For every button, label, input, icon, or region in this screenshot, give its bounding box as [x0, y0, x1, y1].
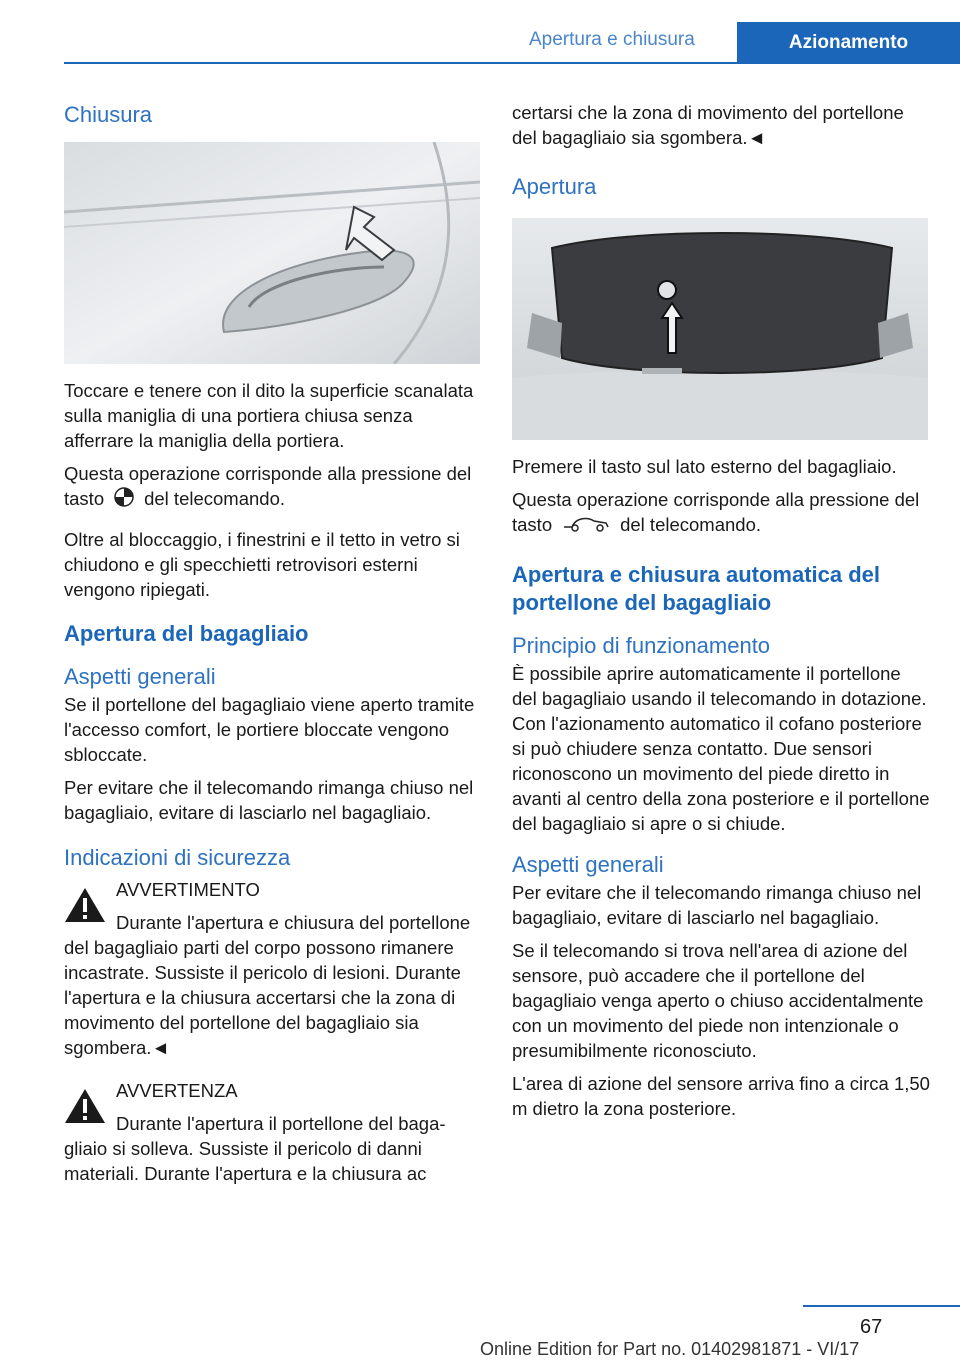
heading-closing: Chiusura	[64, 102, 153, 127]
paragraph-press: Premere il tasto sul lato esterno del bagagliaio.	[512, 456, 897, 477]
paragraph-principle: È possibile aprire automaticamente il portellone del bagagliaio usando il telecomando in dotazione. Con l'azionamento automatico il cofano posteriore si può chiudere senza contatto. Due sensori riconoscono un movimento del piede diretto in avanti al centro della zona posteriore e il portellone del bagagliaio si apre o si chiude.	[512, 663, 930, 835]
heading-general-aspects: Aspetti generali	[64, 664, 216, 690]
heading-opening: Apertura	[512, 174, 597, 199]
paragraph-sensor: Se il telecomando si trova nell'area di azione del sensore, può accadere che il portellone del bagagliaio venga aperto o chiuso accidentalmente con un movimento del piede non intenzionale o presumibilmente riconosciuto.	[512, 940, 924, 1062]
paragraph-avoid-key: Per evitare che il telecomando rimanga chiuso nel bagagliaio, evitare di lasciarlo nel bagagliaio.	[64, 777, 474, 824]
paragraph-range: L'area di azione del sensore arriva fino a circa 1,50 m dietro la zona posteriore.	[512, 1073, 930, 1120]
warning-block-2	[64, 1078, 482, 1186]
warning-icon	[64, 1088, 106, 1124]
door-handle-illustration	[64, 142, 480, 364]
heading-trunk-opening: Apertura del bagagliaio	[64, 621, 309, 647]
paragraph-continued: certarsi che la zona di movimento del portellone del bagagliaio sia sgombera.◄	[512, 102, 904, 148]
page-number: 67	[860, 1316, 883, 1338]
warning-block-1	[64, 877, 482, 1060]
text: del telecomando.	[144, 488, 286, 509]
edition-note: Online Edition for Part no. 01402981871 - VI/17	[480, 1339, 860, 1359]
heading-operating-principle: Principio di funzionamento	[512, 633, 771, 659]
text: Questa operazione corrisponde alla pressione del tasto	[64, 463, 472, 509]
footer-rule	[803, 1305, 960, 1307]
warning-icon	[64, 887, 106, 923]
header-rule	[64, 62, 960, 64]
warning-title: AVVERTIMENTO	[116, 879, 260, 901]
text: del telecomando.	[620, 514, 762, 535]
paragraph-equivalent	[512, 487, 930, 539]
chapter-tab: Azionamento	[737, 22, 960, 64]
warning-text: Durante l'apertura e chiusura del portellone del bagagliaio parti del corpo possono rimanere incastrate. Sussiste il pericolo di lesioni. Durante l'apertura e la chiusura accertarsi che la zona di movimento del portellone del bagagliaio sia sgombera.◄	[64, 912, 471, 1059]
car-trunk-key-icon	[562, 513, 610, 539]
text: Questa operazione corrisponde alla pressione del tasto	[512, 489, 920, 535]
section-title: Apertura e chiusura	[529, 29, 695, 50]
lock-key-icon	[114, 487, 134, 513]
heading-auto-trunk: Apertura e chiusura automatica del portellone del bagagliaio	[512, 562, 880, 616]
warning-title: AVVERTENZA	[116, 1080, 238, 1102]
paragraph-touch: Toccare e tenere con il dito la superficie scanalata sulla maniglia di una portiera chiusa senza afferrare la maniglia della portiera.	[64, 380, 474, 451]
right-column	[512, 100, 930, 1129]
paragraph-equivalent	[64, 461, 482, 513]
left-column	[64, 100, 482, 1194]
paragraph-general: Se il portellone del bagagliaio viene aperto tramite l'accesso comfort, le portiere bloccate vengono sbloccate.	[64, 694, 475, 766]
page-header	[64, 22, 960, 60]
warning-text: Durante l'apertura il portellone del bagagliaio si solleva. Sussiste il pericolo di danni materiali. Durante l'apertura e la chiusura ac	[64, 1113, 446, 1185]
trunk-button-illustration	[512, 218, 928, 440]
paragraph-avoid-key: Per evitare che il telecomando rimanga chiuso nel bagagliaio, evitare di lasciarlo nel bagagliaio.	[512, 882, 922, 929]
heading-safety: Indicazioni di sicurezza	[64, 845, 291, 871]
heading-general-aspects: Aspetti generali	[512, 852, 664, 878]
paragraph-also: Oltre al bloccaggio, i finestrini e il tetto in vetro si chiudono e gli specchietti retrovisori esterni vengono ripiegati.	[64, 529, 460, 601]
